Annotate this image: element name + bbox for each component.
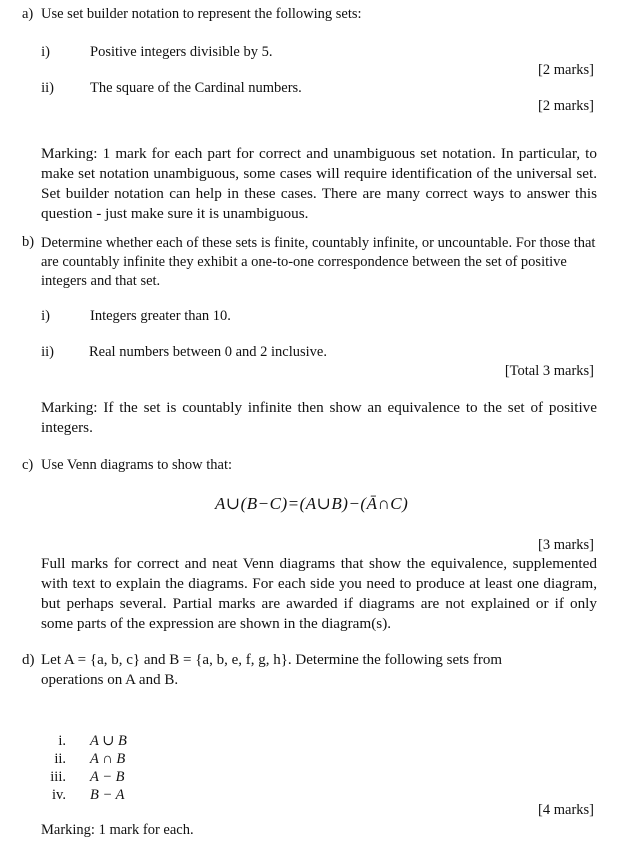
section-b-item-2-text: Real numbers between 0 and 2 inclusive. [89,344,327,360]
section-d-label: d) [22,652,35,668]
section-a-item-1-num: i) [41,44,50,60]
section-b-question: Determine whether each of these sets is finite, countably infinite, or uncountable. For those that are countably infinite they exhibit a one-to-one correspondence between the set of positive integers and that set. [41,235,596,289]
section-a-item-2-num: ii) [41,80,54,96]
section-b-marking: Marking: If the set is countably infinite then show an equivalence to the set of positive integers. [41,399,597,436]
section-c-equation: A∪(B−C)=(A∪B)−(Ā∩C) [215,494,409,513]
section-c-label: c) [22,457,34,473]
section-d-question-line-1: Let A = {a, b, c} and B = {a, b, e, f, g, h}. Determine the following sets from [41,652,503,668]
section-d-item-2-num: ii. [54,751,66,767]
section-a-question: Use set builder notation to represent the following sets: [41,6,362,22]
section-d-item-3-expr: A − B [90,769,125,785]
section-c-marks: [3 marks] [538,537,594,553]
section-a-item-1-text: Positive integers divisible by 5. [90,44,273,60]
section-b-item-1-num: i) [41,308,50,324]
section-c-question: Use Venn diagrams to show that: [41,457,233,473]
section-a-item-1-marks: [2 marks] [538,62,594,78]
section-d-item-3-num: iii. [50,769,66,785]
section-b-item-2-num: ii) [41,344,54,360]
section-d-question-line-2: operations on A and B. [41,672,179,688]
section-d-item-2-expr: A ∩ B [90,751,126,767]
section-d-marks: [4 marks] [538,802,594,818]
section-d-item-4-expr: B − A [90,787,125,803]
section-a-item-2-marks: [2 marks] [538,98,594,114]
section-b-label: b) [22,234,35,250]
section-a-label: a) [22,6,34,22]
section-d-item-4-num: iv. [52,787,66,803]
section-a-marking: Marking: 1 mark for each part for correct and unambiguous set notation. In particular, to make set notation unambiguous, some cases will require identification of the universal set. Set builder notation can help in these cases. There are many correct ways to answer this question - just make sure it is unambiguous. [41,145,597,222]
section-b-marks: [Total 3 marks] [504,363,594,379]
section-d-marking: Marking: 1 mark for each. [41,822,194,838]
section-d-item-1-num: i. [58,733,66,749]
section-d-item-1-expr: A ∪ B [90,733,127,749]
section-b-item-1-text: Integers greater than 10. [90,308,231,324]
section-a-item-2-text: The square of the Cardinal numbers. [90,80,302,96]
section-c-marking: Full marks for correct and neat Venn diagrams that show the equivalence, supplemented with text to explain the diagrams. For each side you need to produce at least one diagram, but perhaps several. Partial marks are awarded if diagrams are not explained or if only some parts of the expression are shown in the diagram(s). [41,555,597,632]
